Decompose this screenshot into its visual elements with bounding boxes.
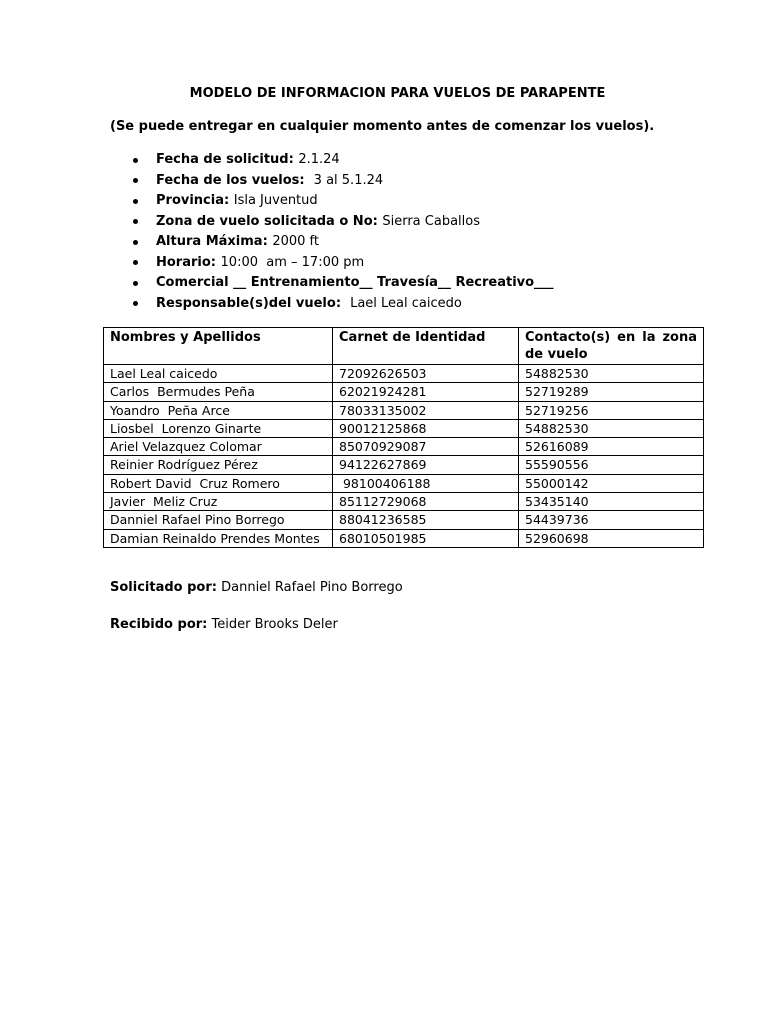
cell-contacto: 52719289 bbox=[519, 383, 704, 401]
cell-carnet: 88041236585 bbox=[333, 511, 519, 529]
field-label: Horario bbox=[156, 254, 211, 270]
table-row bbox=[104, 511, 704, 529]
cell-carnet: 90012125868 bbox=[333, 419, 519, 437]
field-value: 2000 ft bbox=[272, 234, 319, 249]
bullet-icon bbox=[133, 219, 138, 224]
cell-carnet: 72092626503 bbox=[333, 365, 519, 383]
bullet-icon bbox=[133, 301, 138, 306]
field-label: Zona de vuelo solicitada o No: bbox=[156, 213, 378, 229]
cell-contacto: 52616089 bbox=[519, 438, 704, 456]
people-table bbox=[103, 327, 704, 548]
field-separator: : bbox=[262, 234, 273, 249]
cell-nombre: Reinier Rodríguez Pérez bbox=[104, 456, 333, 474]
document-subtitle: (Se puede entregar en cualquier momento antes de comenzar los vuelos). bbox=[110, 119, 655, 134]
field-label: Comercial __ Entrenamiento__ Travesía__ Recreativo___ bbox=[156, 275, 554, 290]
cell-carnet: 78033135002 bbox=[333, 401, 519, 419]
bullet-icon bbox=[133, 240, 138, 245]
cell-contacto: 52719256 bbox=[519, 401, 704, 419]
solicitado-label: Solicitado por: bbox=[110, 580, 217, 595]
table-row bbox=[104, 401, 704, 419]
field-item bbox=[130, 273, 554, 294]
field-item bbox=[130, 150, 554, 171]
cell-carnet: 68010501985 bbox=[333, 529, 519, 547]
recibido-line bbox=[110, 617, 338, 632]
cell-nombre: Robert David Cruz Romero bbox=[104, 474, 333, 492]
table-row bbox=[104, 474, 704, 492]
field-list bbox=[130, 150, 554, 314]
field-separator: : bbox=[210, 254, 221, 270]
field-separator: : bbox=[335, 295, 351, 311]
field-value: 3 al 5.1.24 bbox=[313, 172, 384, 188]
table-row bbox=[104, 383, 704, 401]
header-contacto: Contacto(s) en la zona de vuelo bbox=[519, 328, 704, 365]
cell-nombre: Ariel Velazquez Colomar bbox=[104, 438, 333, 456]
field-value: 10:00 am – 17:00 pm bbox=[220, 254, 365, 270]
field-item bbox=[130, 171, 554, 192]
cell-contacto: 55000142 bbox=[519, 474, 704, 492]
table-header-row bbox=[104, 328, 704, 365]
cell-contacto: 54882530 bbox=[519, 365, 704, 383]
cell-nombre: Javier Meliz Cruz bbox=[104, 493, 333, 511]
field-label: Provincia bbox=[156, 193, 224, 208]
field-item bbox=[130, 232, 554, 253]
field-value: Isla Juventud bbox=[233, 193, 318, 208]
field-value: Sierra Caballos bbox=[382, 213, 480, 229]
bullet-icon bbox=[133, 178, 138, 183]
table-row bbox=[104, 529, 704, 547]
field-separator: : bbox=[288, 152, 299, 167]
cell-carnet: 85112729068 bbox=[333, 493, 519, 511]
field-item bbox=[130, 253, 554, 274]
cell-nombre: Yoandro Peña Arce bbox=[104, 401, 333, 419]
table-row bbox=[104, 365, 704, 383]
cell-carnet: 62021924281 bbox=[333, 383, 519, 401]
field-label: Fecha de solicitud bbox=[156, 152, 289, 167]
header-nombres: Nombres y Apellidos bbox=[104, 328, 333, 365]
field-separator: : bbox=[299, 172, 314, 188]
cell-contacto: 55590556 bbox=[519, 456, 704, 474]
cell-carnet: 98100406188 bbox=[333, 474, 519, 492]
field-label: Altura Máxima bbox=[156, 234, 263, 249]
table-row bbox=[104, 456, 704, 474]
cell-carnet: 85070929087 bbox=[333, 438, 519, 456]
field-value: 2.1.24 bbox=[298, 152, 340, 167]
cell-nombre: Danniel Rafael Pino Borrego bbox=[104, 511, 333, 529]
cell-carnet: 94122627869 bbox=[333, 456, 519, 474]
document-title: MODELO DE INFORMACION PARA VUELOS DE PARAPENTE bbox=[189, 86, 606, 101]
bullet-icon bbox=[133, 199, 138, 204]
solicitado-line bbox=[110, 580, 403, 595]
cell-nombre: Carlos Bermudes Peña bbox=[104, 383, 333, 401]
table-row bbox=[104, 419, 704, 437]
cell-contacto: 54439736 bbox=[519, 511, 704, 529]
bullet-icon bbox=[133, 281, 138, 286]
table-body bbox=[104, 365, 704, 548]
solicitado-value: Danniel Rafael Pino Borrego bbox=[221, 580, 403, 595]
cell-nombre: Liosbel Lorenzo Ginarte bbox=[104, 419, 333, 437]
field-separator: : bbox=[224, 193, 234, 208]
cell-contacto: 52960698 bbox=[519, 529, 704, 547]
field-item bbox=[130, 212, 554, 233]
field-item bbox=[130, 294, 554, 315]
bullet-icon bbox=[133, 158, 138, 163]
field-label: Responsable(s)del vuelo bbox=[156, 295, 336, 311]
field-item bbox=[130, 191, 554, 212]
cell-nombre: Damian Reinaldo Prendes Montes bbox=[104, 529, 333, 547]
recibido-value: Teider Brooks Deler bbox=[211, 617, 338, 632]
cell-contacto: 54882530 bbox=[519, 419, 704, 437]
header-carnet: Carnet de Identidad bbox=[333, 328, 519, 365]
field-label: Fecha de los vuelos bbox=[156, 172, 300, 188]
table-row bbox=[104, 438, 704, 456]
cell-contacto: 53435140 bbox=[519, 493, 704, 511]
recibido-label: Recibido por: bbox=[110, 617, 208, 632]
table-row bbox=[104, 493, 704, 511]
field-value: Lael Leal caicedo bbox=[350, 295, 462, 311]
cell-nombre: Lael Leal caicedo bbox=[104, 365, 333, 383]
bullet-icon bbox=[133, 260, 138, 265]
